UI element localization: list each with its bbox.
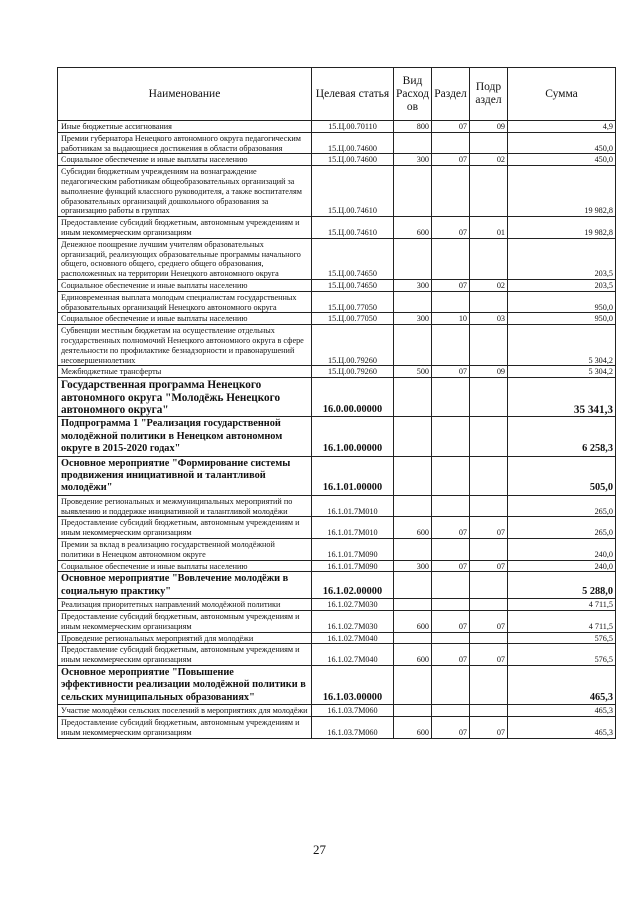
cell-section [432,417,470,456]
cell-name: Социальное обеспечение и иные выплаты населению [58,154,312,166]
cell-name: Основное мероприятие "Формирование системы продвижения инициативной и талантливой молодёжи" [58,456,312,495]
cell-expense-type [394,456,432,495]
cell-expense-type [394,632,432,644]
cell-article: 16.0.00.00000 [312,378,394,417]
cell-section [432,538,470,560]
cell-amount: 5 304,2 [508,366,616,378]
cell-name: Премии за вклад в реализацию государственной молодёжной политики в Ненецком автономном округе [58,538,312,560]
cell-name: Основное мероприятие "Вовлечение молодёжи в социальную практику" [58,572,312,599]
cell-amount: 265,0 [508,517,616,539]
cell-subsection: 02 [470,279,508,291]
cell-section [432,495,470,517]
cell-section: 07 [432,121,470,133]
cell-name: Социальное обеспечение и иные выплаты населению [58,279,312,291]
cell-article: 16.1.02.00000 [312,572,394,599]
table-row [58,154,616,166]
cell-amount: 5 288,0 [508,572,616,599]
cell-section: 07 [432,610,470,632]
cell-amount: 950,0 [508,313,616,325]
cell-subsection [470,238,508,279]
table-row [58,417,616,456]
header-section: Раздел [432,68,470,121]
cell-section [432,378,470,417]
table-row [58,166,616,217]
cell-section: 07 [432,279,470,291]
cell-subsection: 03 [470,313,508,325]
cell-section [432,325,470,366]
cell-expense-type [394,705,432,717]
cell-name: Основное мероприятие "Повышение эффективности реализации молодёжной политики в сельских муниципальных образованиях" [58,665,312,704]
cell-subsection [470,132,508,154]
cell-expense-type [394,538,432,560]
budget-table [57,67,616,739]
table-row [58,560,616,572]
cell-amount: 4,9 [508,121,616,133]
cell-name: Премии губернатора Ненецкого автономного округа педагогическим работникам за выдающиеся достижения в области образования [58,132,312,154]
cell-amount: 265,0 [508,495,616,517]
cell-section [432,132,470,154]
cell-article: 15.Ц.00.74610 [312,217,394,239]
cell-section [432,238,470,279]
cell-amount: 203,5 [508,279,616,291]
cell-expense-type [394,665,432,704]
cell-subsection [470,665,508,704]
cell-expense-type [394,599,432,611]
table-row [58,632,616,644]
cell-expense-type [394,291,432,313]
cell-expense-type [394,378,432,417]
cell-article: 16.1.03.00000 [312,665,394,704]
cell-amount: 4 711,5 [508,610,616,632]
cell-amount: 465,3 [508,665,616,704]
cell-amount: 450,0 [508,132,616,154]
cell-article: 16.1.01.7М090 [312,538,394,560]
cell-subsection [470,417,508,456]
cell-amount: 576,5 [508,632,616,644]
cell-article: 16.1.01.7М010 [312,517,394,539]
cell-section: 07 [432,217,470,239]
cell-section: 07 [432,644,470,666]
cell-name: Предоставление субсидий бюджетным, автономным учреждениям и иным некоммерческим организациям [58,217,312,239]
cell-name: Иные бюджетные ассигнования [58,121,312,133]
table-row [58,665,616,704]
table-row [58,538,616,560]
cell-section [432,456,470,495]
cell-expense-type [394,417,432,456]
cell-subsection: 07 [470,517,508,539]
cell-amount: 576,5 [508,644,616,666]
header-name: Наименование [58,68,312,121]
cell-name: Единовременная выплата молодым специалистам государственных образовательных организаций Ненецкого автономного округа [58,291,312,313]
table-row [58,644,616,666]
cell-amount: 203,5 [508,238,616,279]
cell-name: Субвенции местным бюджетам на осуществление отдельных государственных полномочий Ненецкого автономного округа в сфере деятельности по профилактике безнадзорности и правонарушений несовершеннолетних [58,325,312,366]
cell-expense-type: 300 [394,279,432,291]
cell-subsection [470,291,508,313]
cell-article: 16.1.01.7М090 [312,560,394,572]
cell-name: Предоставление субсидий бюджетным, автономным учреждениям и иным некоммерческим организациям [58,517,312,539]
cell-expense-type [394,495,432,517]
cell-amount: 465,3 [508,716,616,738]
table-row [58,121,616,133]
cell-expense-type: 600 [394,716,432,738]
cell-subsection [470,325,508,366]
cell-expense-type [394,166,432,217]
cell-article: 16.1.01.7М010 [312,495,394,517]
cell-article: 15.Ц.00.77050 [312,291,394,313]
cell-article: 16.1.03.7М060 [312,716,394,738]
table-row [58,238,616,279]
cell-expense-type: 300 [394,313,432,325]
table-row [58,291,616,313]
cell-expense-type [394,325,432,366]
cell-subsection: 07 [470,644,508,666]
cell-subsection: 09 [470,366,508,378]
table-row [58,495,616,517]
cell-subsection [470,456,508,495]
table-header-row [58,68,616,121]
table-row [58,378,616,417]
cell-article: 15.Ц.00.79260 [312,366,394,378]
cell-expense-type [394,132,432,154]
cell-section [432,291,470,313]
cell-name: Субсидии бюджетным учреждениям на вознаграждение педагогическим работникам общеобразовательных организаций за выполнение функций классного руководителя, а также воспитателям образовательных организаций дошкольного образования за организацию работы в группах [58,166,312,217]
cell-section: 10 [432,313,470,325]
cell-section [432,632,470,644]
cell-expense-type: 300 [394,560,432,572]
cell-subsection [470,495,508,517]
cell-name: Межбюджетные трансферты [58,366,312,378]
cell-subsection: 09 [470,121,508,133]
table-row [58,366,616,378]
cell-subsection: 07 [470,610,508,632]
cell-section: 07 [432,517,470,539]
cell-subsection [470,572,508,599]
table-row [58,610,616,632]
cell-article: 15.Ц.00.74650 [312,238,394,279]
cell-section: 07 [432,560,470,572]
cell-section [432,166,470,217]
cell-article: 15.Ц.00.74650 [312,279,394,291]
cell-section [432,599,470,611]
cell-subsection [470,166,508,217]
cell-article: 16.1.02.7М030 [312,610,394,632]
cell-amount: 5 304,2 [508,325,616,366]
cell-expense-type: 600 [394,610,432,632]
cell-article: 16.1.01.00000 [312,456,394,495]
cell-section: 07 [432,716,470,738]
cell-expense-type: 600 [394,644,432,666]
cell-section [432,705,470,717]
cell-name: Участие молодёжи сельских поселений в мероприятиях для молодёжи [58,705,312,717]
header-expense-type: Вид Расход ов [394,68,432,121]
table-row [58,517,616,539]
table-row [58,325,616,366]
cell-expense-type: 300 [394,154,432,166]
table-row [58,572,616,599]
cell-article: 15.Ц.00.74600 [312,154,394,166]
cell-name: Проведение региональных мероприятий для молодёжи [58,632,312,644]
cell-amount: 950,0 [508,291,616,313]
cell-subsection [470,705,508,717]
cell-subsection [470,378,508,417]
table-row [58,716,616,738]
cell-name: Подпрограмма 1 "Реализация государственной молодёжной политики в Ненецком автономном округе в 2015-2020 годах" [58,417,312,456]
cell-section [432,572,470,599]
header-article: Целевая статья [312,68,394,121]
cell-article: 15.Ц.00.77050 [312,313,394,325]
header-subsection: Подр аздел [470,68,508,121]
cell-amount: 19 982,8 [508,217,616,239]
cell-amount: 450,0 [508,154,616,166]
cell-amount: 6 258,3 [508,417,616,456]
cell-subsection: 02 [470,154,508,166]
cell-article: 16.1.00.00000 [312,417,394,456]
cell-article: 16.1.02.7М030 [312,599,394,611]
cell-expense-type: 600 [394,517,432,539]
cell-amount: 19 982,8 [508,166,616,217]
cell-subsection: 07 [470,716,508,738]
page-number: 27 [313,842,326,857]
cell-name: Проведение региональных и межмуниципальных мероприятий по выявлению и поддержке инициативной и талантливой молодёжи [58,495,312,517]
cell-expense-type: 800 [394,121,432,133]
cell-article: 16.1.03.7М060 [312,705,394,717]
cell-expense-type: 500 [394,366,432,378]
table-row [58,313,616,325]
cell-amount: 240,0 [508,560,616,572]
table-row [58,456,616,495]
cell-expense-type [394,572,432,599]
cell-subsection: 07 [470,560,508,572]
cell-name: Реализация приоритетных направлений молодёжной политики [58,599,312,611]
cell-subsection: 01 [470,217,508,239]
cell-expense-type: 600 [394,217,432,239]
table-row [58,279,616,291]
cell-article: 15.Ц.00.79260 [312,325,394,366]
cell-subsection [470,599,508,611]
table-row [58,705,616,717]
cell-name: Предоставление субсидий бюджетным, автономным учреждениям и иным некоммерческим организациям [58,610,312,632]
cell-article: 15.Ц.00.74600 [312,132,394,154]
table-row [58,599,616,611]
cell-name: Предоставление субсидий бюджетным, автономным учреждениям и иным некоммерческим организациям [58,716,312,738]
cell-subsection [470,632,508,644]
cell-amount: 505,0 [508,456,616,495]
cell-section: 07 [432,154,470,166]
cell-subsection [470,538,508,560]
cell-name: Государственная программа Ненецкого автономного округа "Молодёжь Ненецкого автономного округа" [58,378,312,417]
cell-article: 16.1.02.7М040 [312,644,394,666]
cell-section: 07 [432,366,470,378]
cell-amount: 4 711,5 [508,599,616,611]
header-amount: Сумма [508,68,616,121]
cell-name: Социальное обеспечение и иные выплаты населению [58,313,312,325]
cell-section [432,665,470,704]
cell-amount: 240,0 [508,538,616,560]
cell-amount: 35 341,3 [508,378,616,417]
cell-article: 16.1.02.7М040 [312,632,394,644]
cell-expense-type [394,238,432,279]
cell-name: Социальное обеспечение и иные выплаты населению [58,560,312,572]
cell-name: Денежное поощрение лучшим учителям образовательных организаций, реализующих образовательные программы начального общего, основного общего, среднего общего образования, расположенных на территории Ненецкого автономного округа [58,238,312,279]
table-row [58,217,616,239]
table-row [58,132,616,154]
cell-amount: 465,3 [508,705,616,717]
cell-article: 15.Ц.00.74610 [312,166,394,217]
cell-article: 15.Ц.00.70110 [312,121,394,133]
cell-name: Предоставление субсидий бюджетным, автономным учреждениям и иным некоммерческим организациям [58,644,312,666]
